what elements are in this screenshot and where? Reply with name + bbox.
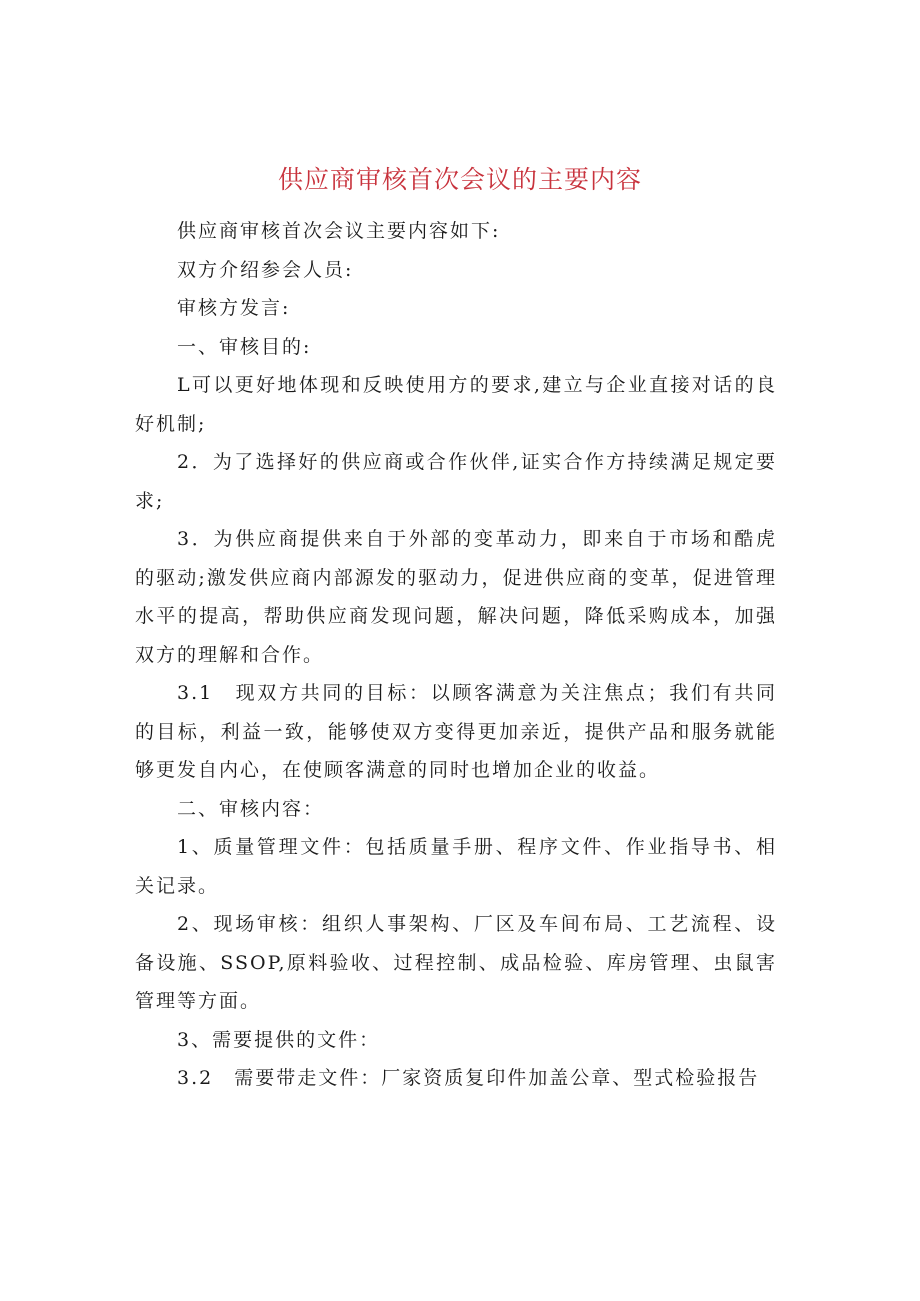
paragraph-content-2: 2、现场审核：组织人事架构、厂区及车间布局、工艺流程、设备设施、SSOP,原料验收、过程控制、成品检验、库房管理、虫鼠害管理等方面。	[135, 913, 777, 1012]
document-body	[135, 212, 777, 1098]
document-title: 供应商审核首次会议的主要内容	[277, 165, 642, 194]
section-heading-audit-purpose: 一、审核目的:	[177, 335, 312, 358]
paragraph-introduce-attendees: 双方介绍参会人员:	[177, 258, 354, 281]
paragraph-purpose-2: 2．为了选择好的供应商或合作伙伴,证实合作方持续满足规定要求;	[135, 451, 777, 512]
paragraph-purpose-1: L可以更好地体现和反映使用方的要求,建立与企业直接对话的良好机制;	[135, 374, 777, 435]
paragraph-purpose-3-1: 3.1 现双方共同的目标：以顾客满意为关注焦点；我们有共同的目标，利益一致，能够使双方变得更加亲近，提供产品和服务就能够更发自内心，在使顾客满意的同时也增加企业的收益。	[135, 682, 777, 781]
paragraph-content-3: 3、需要提供的文件：	[177, 1028, 381, 1051]
paragraph-purpose-3: 3．为供应商提供来自于外部的变革动力，即来自于市场和酷虎的驱动;激发供应商内部源发的驱动力，促进供应商的变革，促进管理水平的提高，帮助供应商发现问题，解决问题，降低采购成本，加强双方的理解和合作。	[135, 528, 777, 666]
section-heading-audit-content: 二、审核内容：	[177, 797, 325, 820]
paragraph-intro: 供应商审核首次会议主要内容如下:	[177, 220, 501, 242]
paragraph-content-1: 1、质量管理文件：包括质量手册、程序文件、作业指导书、相关记录。	[135, 836, 777, 897]
paragraph-auditor-speech: 审核方发言:	[177, 297, 291, 319]
paragraph-content-3-2: 3.2 需要带走文件：厂家资质复印件加盖公章、型式检验报告	[177, 1067, 760, 1089]
